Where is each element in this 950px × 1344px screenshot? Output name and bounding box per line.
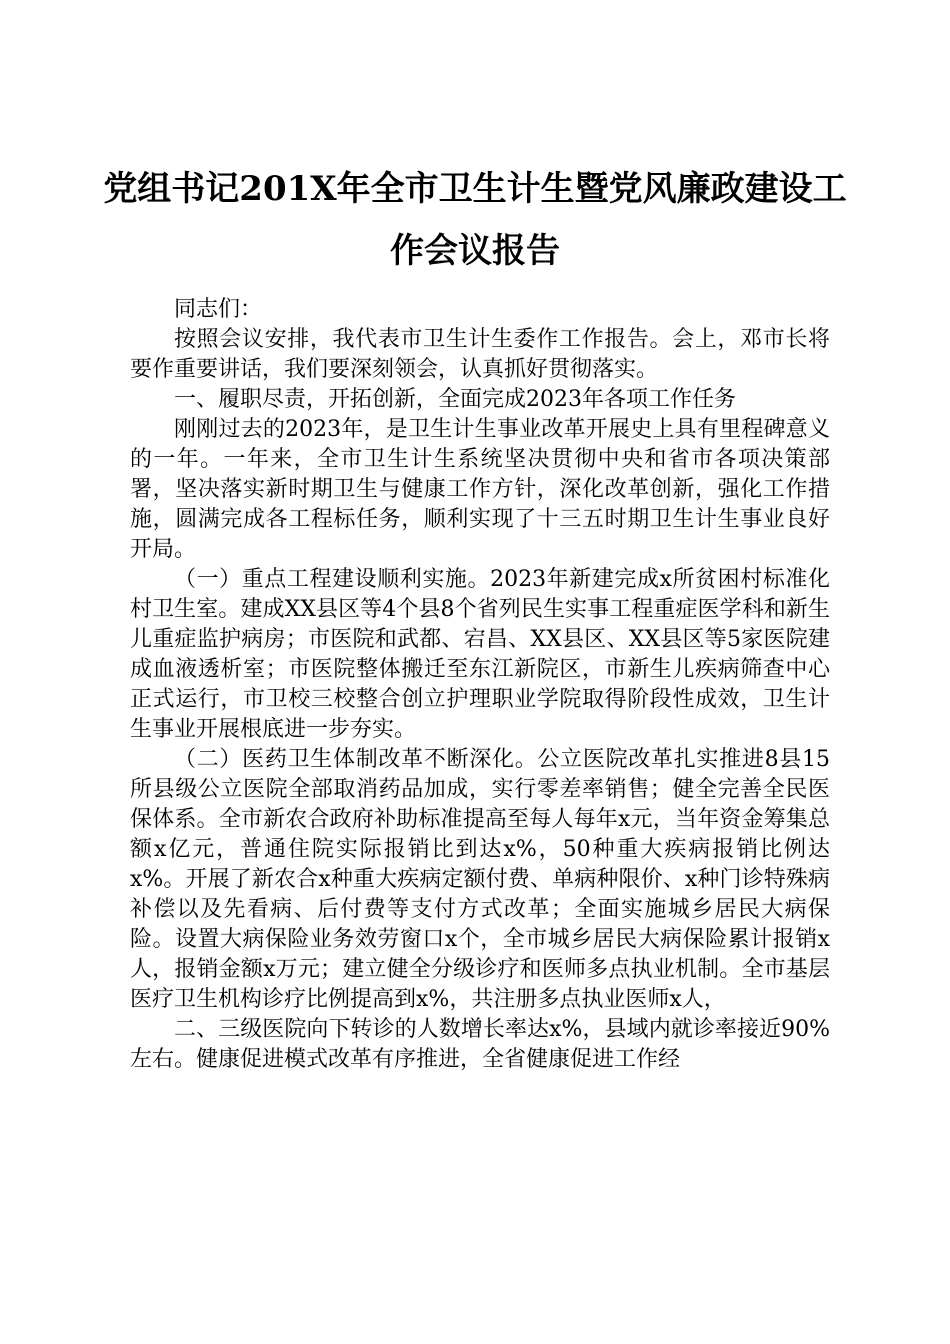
- document-title: 党组书记201X年全市卫生计生暨党风廉政建设工作会议报告: [103, 169, 847, 271]
- salutation-paragraph: 同志们：: [174, 297, 263, 322]
- section-heading-1: 一、履职尽责，开拓创新，全面完成2023年各项工作任务: [174, 387, 736, 412]
- body-paragraph: 刚刚过去的2023年，是卫生计生事业改革开展史上具有里程碑意义的一年。一年来，全市卫生计生系统坚决贯彻中央和省市各项决策部署，坚决落实新时期卫生与健康工作方针，深化改革创新，强化工作措施，圆满完成各工程标任务，顺利实现了十三五时期卫生计生事业良好开局。: [130, 417, 830, 562]
- document-body: [130, 295, 830, 1075]
- intro-paragraph: 按照会议安排，我代表市卫生计生委作工作报告。会上，邓市长将要作重要讲话，我们要深刻领会，认真抓好贯彻落实。: [130, 327, 830, 382]
- body-paragraph: （一）重点工程建设顺利实施。2023年新建完成x所贫困村标准化村卫生室。建成XX县区等4个县8个省列民生实事工程重症医学科和新生儿重症监护病房；市医院和武都、宕昌、XX县区、XX县区等5家医院建成血液透析室；市医院整体搬迁至东江新院区，市新生儿疾病筛查中心正式运行，市卫校三校整合创立护理职业学院取得阶段性成效，卫生计生事业开展根底进一步夯实。: [130, 567, 830, 742]
- body-paragraph: （二）医药卫生体制改革不断深化。公立医院改革扎实推进8县15所县级公立医院全部取消药品加成，实行零差率销售；健全完善全民医保体系。全市新农合政府补助标准提高至每人每年x元，当年资金筹集总额x亿元，普通住院实际报销比到达x%，50种重大疾病报销比例达x%。开展了新农合x种重大疾病定额付费、单病种限价、x种门诊特殊病补偿以及先看病、后付费等支付方式改革；全面实施城乡居民大病保险。设置大病保险业务效劳窗口x个，全市城乡居民大病保险累计报销x人，报销金额x万元；建立健全分级诊疗和医师多点执业机制。全市基层医疗卫生机构诊疗比例提高到x%，共注册多点执业医师x人，: [130, 747, 830, 1012]
- section-paragraph-2: 二、三级医院向下转诊的人数增长率达x%，县域内就诊率接近90%左右。健康促进模式改革有序推进，全省健康促进工作经: [130, 1017, 830, 1072]
